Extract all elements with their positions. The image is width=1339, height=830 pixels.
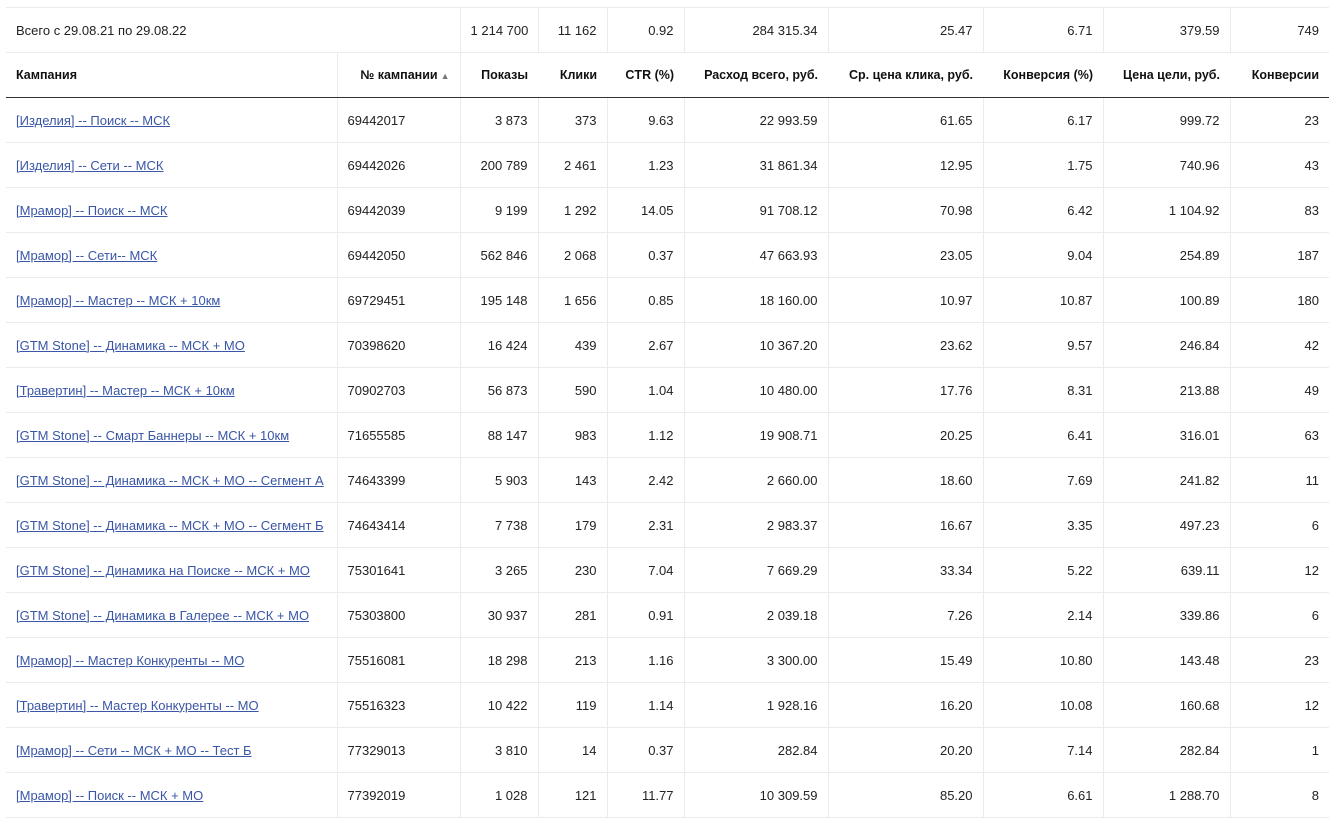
total-goal-cost: 379.59 (1103, 8, 1230, 53)
clicks-cell: 2 461 (538, 143, 607, 188)
col-header-clicks[interactable]: Клики (538, 53, 607, 98)
shows-cell: 3 873 (460, 98, 538, 143)
clicks-cell: 590 (538, 368, 607, 413)
campaign-link[interactable]: [Мрамор] -- Сети-- МСК (16, 247, 158, 263)
goal-cost-cell: 160.68 (1103, 683, 1230, 728)
col-header-avg-cpc[interactable]: Ср. цена клика, руб. (828, 53, 983, 98)
conversions-cell: 42 (1230, 323, 1329, 368)
campaign-link[interactable]: [Мрамор] -- Мастер Конкуренты -- МО (16, 652, 245, 668)
clicks-cell: 439 (538, 323, 607, 368)
table-row (6, 458, 1329, 503)
goal-cost-cell: 246.84 (1103, 323, 1230, 368)
goal-cost-cell: 282.84 (1103, 728, 1230, 773)
campaign-id-cell: 75516323 (337, 683, 460, 728)
total-conversions: 749 (1230, 8, 1329, 53)
campaign-id-cell: 75516081 (337, 638, 460, 683)
shows-cell: 1 028 (460, 773, 538, 818)
conversion-cell: 6.42 (983, 188, 1103, 233)
campaign-id-cell: 69442026 (337, 143, 460, 188)
campaign-id-cell: 69442050 (337, 233, 460, 278)
clicks-cell: 373 (538, 98, 607, 143)
sort-asc-icon: ▲ (440, 71, 450, 81)
shows-cell: 5 903 (460, 458, 538, 503)
avg-cpc-cell: 7.26 (828, 593, 983, 638)
shows-cell: 3 810 (460, 728, 538, 773)
conversion-cell: 6.41 (983, 413, 1103, 458)
campaign-link[interactable]: [Мрамор] -- Поиск -- МСК + МО (16, 787, 204, 803)
conversions-cell: 49 (1230, 368, 1329, 413)
clicks-cell: 1 656 (538, 278, 607, 323)
campaign-name-cell (6, 323, 337, 368)
conversions-cell: 63 (1230, 413, 1329, 458)
shows-cell: 10 422 (460, 683, 538, 728)
campaign-id-cell: 77392019 (337, 773, 460, 818)
campaign-name-cell (6, 413, 337, 458)
table-row (6, 413, 1329, 458)
shows-cell: 16 424 (460, 323, 538, 368)
conversion-cell: 9.57 (983, 323, 1103, 368)
campaign-name-cell (6, 458, 337, 503)
campaign-id-cell: 70398620 (337, 323, 460, 368)
avg-cpc-cell: 10.97 (828, 278, 983, 323)
goal-cost-cell: 100.89 (1103, 278, 1230, 323)
clicks-cell: 230 (538, 548, 607, 593)
ctr-cell: 2.42 (607, 458, 684, 503)
conversion-cell: 10.87 (983, 278, 1103, 323)
campaign-link[interactable]: [GTM Stone] -- Динамика -- МСК + МО -- Сегмент А (16, 472, 324, 488)
table-row (6, 143, 1329, 188)
col-header-campaign[interactable]: Кампания (6, 53, 337, 98)
goal-cost-cell: 639.11 (1103, 548, 1230, 593)
conversion-cell: 3.35 (983, 503, 1103, 548)
col-header-conversions[interactable]: Конверсии (1230, 53, 1329, 98)
campaign-link[interactable]: [Изделия] -- Поиск -- МСК (16, 112, 171, 128)
campaign-link[interactable]: [GTM Stone] -- Динамика на Поиске -- МСК + МО (16, 562, 310, 578)
clicks-cell: 143 (538, 458, 607, 503)
campaign-id-cell: 74643399 (337, 458, 460, 503)
avg-cpc-cell: 16.67 (828, 503, 983, 548)
shows-cell: 195 148 (460, 278, 538, 323)
clicks-cell: 14 (538, 728, 607, 773)
clicks-cell: 213 (538, 638, 607, 683)
ctr-cell: 2.31 (607, 503, 684, 548)
campaign-id-cell: 74643414 (337, 503, 460, 548)
total-shows: 1 214 700 (460, 8, 538, 53)
shows-cell: 562 846 (460, 233, 538, 278)
table-row (6, 368, 1329, 413)
avg-cpc-cell: 85.20 (828, 773, 983, 818)
shows-cell: 3 265 (460, 548, 538, 593)
shows-cell: 18 298 (460, 638, 538, 683)
cost-cell: 47 663.93 (684, 233, 828, 278)
col-header-shows[interactable]: Показы (460, 53, 538, 98)
avg-cpc-cell: 23.05 (828, 233, 983, 278)
campaign-id-cell: 70902703 (337, 368, 460, 413)
conversions-cell: 187 (1230, 233, 1329, 278)
avg-cpc-cell: 33.34 (828, 548, 983, 593)
cost-cell: 31 861.34 (684, 143, 828, 188)
avg-cpc-cell: 12.95 (828, 143, 983, 188)
goal-cost-cell: 999.72 (1103, 98, 1230, 143)
goal-cost-cell: 740.96 (1103, 143, 1230, 188)
conversions-cell: 11 (1230, 458, 1329, 503)
campaign-name-cell (6, 233, 337, 278)
col-header-cost[interactable]: Расход всего, руб. (684, 53, 828, 98)
avg-cpc-cell: 20.25 (828, 413, 983, 458)
table-row (6, 233, 1329, 278)
campaign-id-cell: 77329013 (337, 728, 460, 773)
conversion-cell: 8.31 (983, 368, 1103, 413)
campaign-stats-report (6, 7, 1329, 818)
conversion-cell: 1.75 (983, 143, 1103, 188)
table-body (6, 8, 1329, 818)
campaign-link[interactable]: [Травертин] -- Мастер Конкуренты -- МО (16, 697, 259, 713)
shows-cell: 200 789 (460, 143, 538, 188)
avg-cpc-cell: 20.20 (828, 728, 983, 773)
clicks-cell: 983 (538, 413, 607, 458)
conversions-cell: 43 (1230, 143, 1329, 188)
total-ctr: 0.92 (607, 8, 684, 53)
ctr-cell: 11.77 (607, 773, 684, 818)
campaign-name-cell (6, 548, 337, 593)
ctr-cell: 0.37 (607, 728, 684, 773)
campaign-link[interactable]: [Изделия] -- Сети -- МСК (16, 157, 164, 173)
cost-cell: 18 160.00 (684, 278, 828, 323)
col-header-campaign-id[interactable] (337, 53, 460, 98)
table-row (6, 188, 1329, 233)
ctr-cell: 14.05 (607, 188, 684, 233)
avg-cpc-cell: 15.49 (828, 638, 983, 683)
campaign-name-cell (6, 143, 337, 188)
table-row (6, 638, 1329, 683)
table-row (6, 683, 1329, 728)
campaign-stats-table (6, 7, 1329, 818)
total-clicks: 11 162 (538, 8, 607, 53)
ctr-cell: 2.67 (607, 323, 684, 368)
table-row (6, 98, 1329, 143)
goal-cost-cell: 1 104.92 (1103, 188, 1230, 233)
campaign-link[interactable]: [GTM Stone] -- Динамика в Галерее -- МСК + МО (16, 607, 310, 623)
campaign-name-cell (6, 773, 337, 818)
conversion-cell: 9.04 (983, 233, 1103, 278)
campaign-id-cell: 69442039 (337, 188, 460, 233)
campaign-name-cell (6, 638, 337, 683)
campaign-id-cell: 75303800 (337, 593, 460, 638)
conversions-cell: 12 (1230, 548, 1329, 593)
goal-cost-cell: 213.88 (1103, 368, 1230, 413)
cost-cell: 91 708.12 (684, 188, 828, 233)
conversion-cell: 7.14 (983, 728, 1103, 773)
conversions-cell: 180 (1230, 278, 1329, 323)
clicks-cell: 119 (538, 683, 607, 728)
cost-cell: 10 480.00 (684, 368, 828, 413)
cost-cell: 7 669.29 (684, 548, 828, 593)
conversion-cell: 6.61 (983, 773, 1103, 818)
conversion-cell: 5.22 (983, 548, 1103, 593)
cost-cell: 2 039.18 (684, 593, 828, 638)
cost-cell: 22 993.59 (684, 98, 828, 143)
total-conversion: 6.71 (983, 8, 1103, 53)
cost-cell: 10 367.20 (684, 323, 828, 368)
shows-cell: 88 147 (460, 413, 538, 458)
campaign-id-cell: 71655585 (337, 413, 460, 458)
campaign-name-cell (6, 683, 337, 728)
campaign-name-cell (6, 278, 337, 323)
campaign-link[interactable]: [Мрамор] -- Поиск -- МСК (16, 202, 168, 218)
campaign-name-cell (6, 98, 337, 143)
table-header-row (6, 53, 1329, 98)
cost-cell: 19 908.71 (684, 413, 828, 458)
conversion-cell: 10.08 (983, 683, 1103, 728)
clicks-cell: 179 (538, 503, 607, 548)
table-row (6, 278, 1329, 323)
ctr-cell: 0.37 (607, 233, 684, 278)
total-avg-cpc: 25.47 (828, 8, 983, 53)
goal-cost-cell: 143.48 (1103, 638, 1230, 683)
goal-cost-cell: 1 288.70 (1103, 773, 1230, 818)
conversions-cell: 23 (1230, 638, 1329, 683)
campaign-id-cell: 69729451 (337, 278, 460, 323)
ctr-cell: 1.23 (607, 143, 684, 188)
table-row (6, 503, 1329, 548)
conversion-cell: 10.80 (983, 638, 1103, 683)
avg-cpc-cell: 70.98 (828, 188, 983, 233)
conversion-cell: 6.17 (983, 98, 1103, 143)
clicks-cell: 2 068 (538, 233, 607, 278)
goal-cost-cell: 254.89 (1103, 233, 1230, 278)
col-header-conversion[interactable]: Конверсия (%) (983, 53, 1103, 98)
avg-cpc-cell: 16.20 (828, 683, 983, 728)
ctr-cell: 1.14 (607, 683, 684, 728)
col-header-campaign-id-label: № кампании (360, 68, 438, 82)
total-label: Всего с 29.08.21 по 29.08.22 (6, 8, 460, 53)
col-header-goal-cost[interactable]: Цена цели, руб. (1103, 53, 1230, 98)
conversions-cell: 12 (1230, 683, 1329, 728)
ctr-cell: 1.12 (607, 413, 684, 458)
avg-cpc-cell: 17.76 (828, 368, 983, 413)
avg-cpc-cell: 61.65 (828, 98, 983, 143)
campaign-name-cell (6, 188, 337, 233)
goal-cost-cell: 339.86 (1103, 593, 1230, 638)
col-header-ctr[interactable]: CTR (%) (607, 53, 684, 98)
campaign-link[interactable]: [Травертин] -- Мастер -- МСК + 10км (16, 382, 235, 398)
campaign-name-cell (6, 503, 337, 548)
conversions-cell: 6 (1230, 593, 1329, 638)
goal-cost-cell: 316.01 (1103, 413, 1230, 458)
campaign-link[interactable]: [Мрамор] -- Мастер -- МСК + 10км (16, 292, 221, 308)
total-cost: 284 315.34 (684, 8, 828, 53)
campaign-link[interactable]: [Мрамор] -- Сети -- МСК + МО -- Тест Б (16, 742, 252, 758)
conversions-cell: 83 (1230, 188, 1329, 233)
conversions-cell: 23 (1230, 98, 1329, 143)
ctr-cell: 0.91 (607, 593, 684, 638)
campaign-id-cell: 69442017 (337, 98, 460, 143)
shows-cell: 9 199 (460, 188, 538, 233)
ctr-cell: 0.85 (607, 278, 684, 323)
clicks-cell: 1 292 (538, 188, 607, 233)
conversions-cell: 6 (1230, 503, 1329, 548)
table-row (6, 728, 1329, 773)
table-row (6, 593, 1329, 638)
campaign-link[interactable]: [GTM Stone] -- Динамика -- МСК + МО -- Сегмент Б (16, 517, 324, 533)
campaign-id-cell: 75301641 (337, 548, 460, 593)
goal-cost-cell: 497.23 (1103, 503, 1230, 548)
conversions-cell: 1 (1230, 728, 1329, 773)
conversions-cell: 8 (1230, 773, 1329, 818)
ctr-cell: 7.04 (607, 548, 684, 593)
avg-cpc-cell: 23.62 (828, 323, 983, 368)
cost-cell: 3 300.00 (684, 638, 828, 683)
campaign-link[interactable]: [GTM Stone] -- Динамика -- МСК + МО (16, 337, 245, 353)
table-row (6, 773, 1329, 818)
cost-cell: 2 660.00 (684, 458, 828, 503)
campaign-name-cell (6, 728, 337, 773)
campaign-link[interactable]: [GTM Stone] -- Смарт Баннеры -- МСК + 10км (16, 427, 290, 443)
cost-cell: 10 309.59 (684, 773, 828, 818)
clicks-cell: 121 (538, 773, 607, 818)
table-row (6, 323, 1329, 368)
table-row (6, 548, 1329, 593)
cost-cell: 282.84 (684, 728, 828, 773)
ctr-cell: 1.04 (607, 368, 684, 413)
conversion-cell: 2.14 (983, 593, 1103, 638)
shows-cell: 7 738 (460, 503, 538, 548)
total-row (6, 8, 1329, 53)
ctr-cell: 9.63 (607, 98, 684, 143)
shows-cell: 30 937 (460, 593, 538, 638)
avg-cpc-cell: 18.60 (828, 458, 983, 503)
cost-cell: 2 983.37 (684, 503, 828, 548)
ctr-cell: 1.16 (607, 638, 684, 683)
cost-cell: 1 928.16 (684, 683, 828, 728)
shows-cell: 56 873 (460, 368, 538, 413)
clicks-cell: 281 (538, 593, 607, 638)
campaign-name-cell (6, 368, 337, 413)
goal-cost-cell: 241.82 (1103, 458, 1230, 503)
conversion-cell: 7.69 (983, 458, 1103, 503)
campaign-name-cell (6, 593, 337, 638)
